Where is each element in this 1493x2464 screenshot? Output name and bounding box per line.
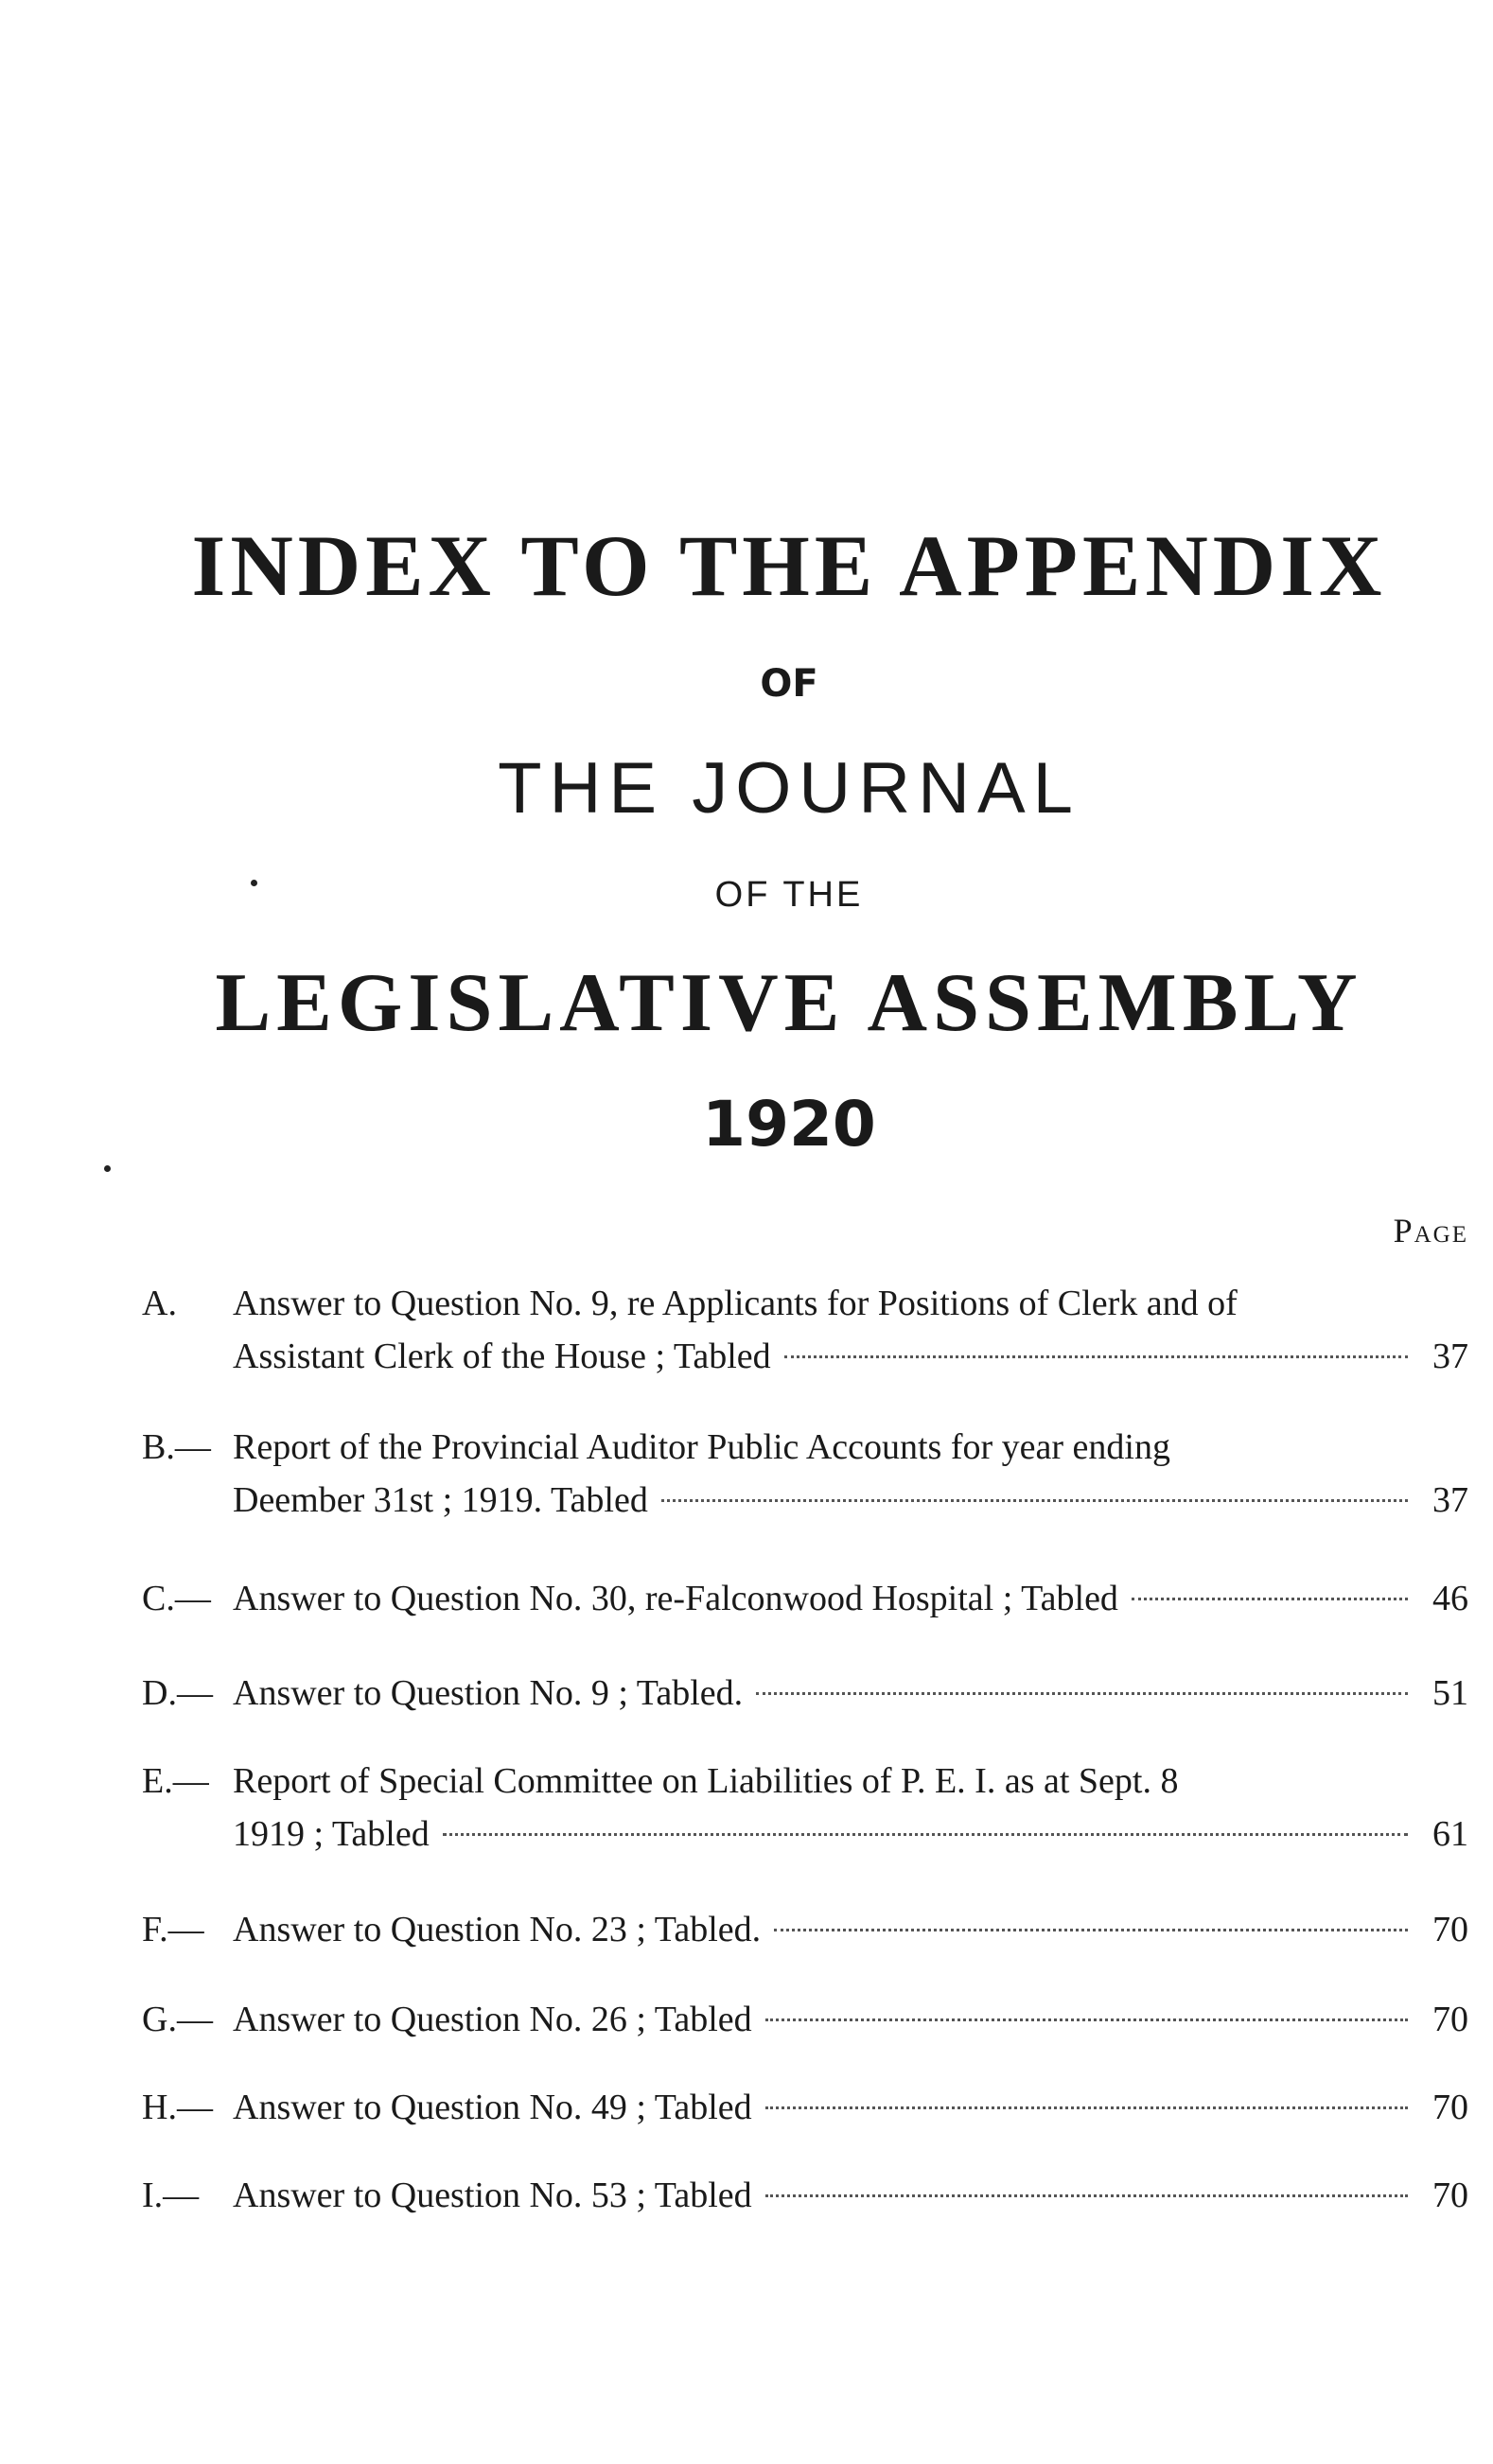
entry-letter: C.— [142, 1579, 211, 1618]
entry-text: Assistant Clerk of the House ; Tabled [233, 1337, 771, 1376]
entry-letter: E.— [142, 1761, 209, 1801]
entry-text: Answer to Question No. 9 ; Tabled. [233, 1673, 744, 1713]
index-title: INDEX TO THE APPENDIX [191, 517, 1387, 614]
entry-line [142, 1572, 1468, 1625]
dot-leader [765, 2106, 1408, 2109]
entry-page-number: 37 [1432, 1480, 1468, 1520]
entry-line [142, 1330, 1468, 1383]
dot-leader [774, 1929, 1408, 1931]
entry-page-number: 37 [1432, 1337, 1468, 1376]
entry-line [142, 1474, 1468, 1527]
index-entry-e [142, 1755, 1468, 1861]
print-speck [104, 1165, 111, 1172]
year-heading: 1920 [702, 1088, 876, 1161]
dot-leader [765, 2194, 1408, 2197]
entry-line [142, 2169, 1468, 2222]
entry-page-number: 70 [1432, 2176, 1468, 2215]
entry-text: Deember 31st ; 1919. Tabled [233, 1480, 648, 1520]
print-speck [251, 880, 257, 886]
entry-line [142, 2081, 1468, 2134]
entry-text: 1919 ; Tabled [233, 1814, 430, 1854]
entry-letter: B.— [142, 1427, 211, 1467]
entry-page-number: 51 [1432, 1673, 1468, 1713]
entry-line [142, 1755, 1468, 1808]
entry-text: Answer to Question No. 49 ; Tabled [233, 2088, 752, 2127]
entry-letter: A. [142, 1284, 177, 1323]
dot-leader [661, 1499, 1408, 1502]
index-entry-i [142, 2169, 1468, 2222]
entry-page-number: 70 [1432, 2000, 1468, 2039]
entry-letter: H.— [142, 2088, 213, 2127]
page-column-label: Page [1393, 1212, 1468, 1249]
entry-page-number: 70 [1432, 2088, 1468, 2127]
title-of: OF [760, 662, 818, 706]
index-entry-c [142, 1572, 1468, 1625]
entry-line [142, 1903, 1468, 1956]
dot-leader [1132, 1598, 1408, 1600]
index-entry-h [142, 2081, 1468, 2134]
entry-line [142, 1667, 1468, 1720]
index-entry-b [142, 1421, 1468, 1527]
entry-text: Answer to Question No. 30, re-Falconwood Hospital ; Tabled [233, 1579, 1118, 1618]
dot-leader [756, 1692, 1408, 1695]
entry-letter: F.— [142, 1910, 204, 1949]
entry-text: Answer to Question No. 26 ; Tabled [233, 2000, 752, 2039]
entry-page-number: 61 [1432, 1814, 1468, 1854]
index-entry-g [142, 1993, 1468, 2046]
entry-text: Report of Special Committee on Liabilities of P. E. I. as at Sept. 8 [233, 1761, 1179, 1801]
entry-page-number: 46 [1432, 1579, 1468, 1618]
entry-text: Report of the Provincial Auditor Public Accounts for year ending [233, 1427, 1170, 1467]
entry-line [142, 1277, 1468, 1330]
index-entry-a [142, 1277, 1468, 1383]
entry-text: Answer to Question No. 23 ; Tabled. [233, 1910, 762, 1949]
dot-leader [443, 1833, 1408, 1836]
entry-text: Answer to Question No. 53 ; Tabled [233, 2176, 752, 2215]
index-entry-f [142, 1903, 1468, 1956]
entry-line [142, 1421, 1468, 1474]
dot-leader [765, 2018, 1408, 2021]
index-entry-d [142, 1667, 1468, 1720]
entry-page-number: 70 [1432, 1910, 1468, 1949]
entry-line [142, 1808, 1468, 1861]
entry-letter: G.— [142, 2000, 213, 2039]
entry-line [142, 1993, 1468, 2046]
entry-text: Answer to Question No. 9, re Applicants for Positions of Clerk and of [233, 1284, 1238, 1323]
entry-letter: D.— [142, 1673, 213, 1713]
title-of-the: OF THE [714, 875, 864, 915]
entry-letter: I.— [142, 2176, 200, 2215]
assembly-title: LEGISLATIVE ASSEMBLY [215, 957, 1363, 1049]
dot-leader [784, 1355, 1408, 1358]
journal-title: THE JOURNAL [498, 748, 1080, 829]
